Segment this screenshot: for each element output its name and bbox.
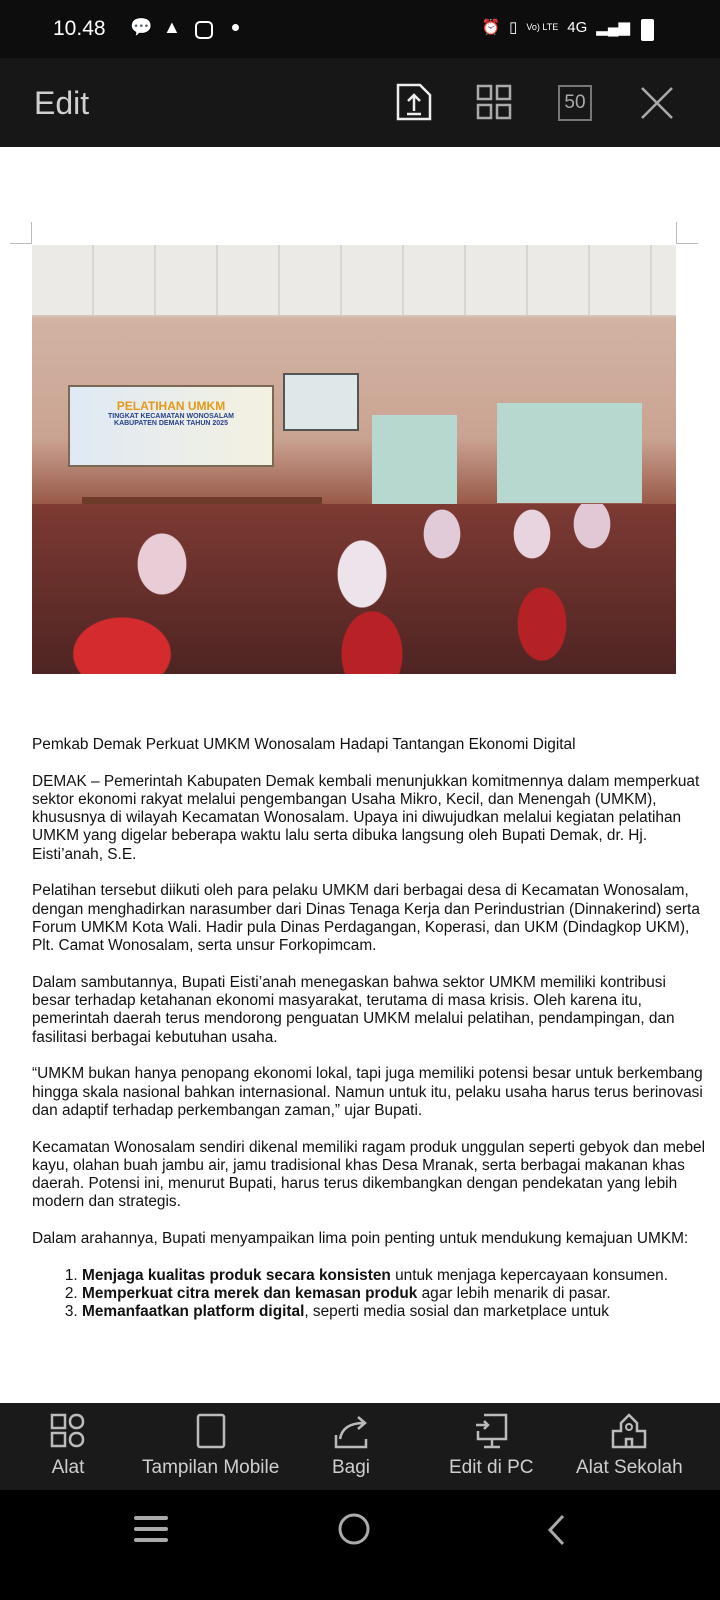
crop-mark	[10, 222, 32, 244]
mobile-view-label: Tampilan Mobile	[142, 1457, 280, 1478]
tools-button[interactable]	[50, 1413, 86, 1479]
app-bar	[0, 58, 720, 147]
vibrate-icon: ▯	[509, 19, 518, 36]
close-icon[interactable]	[640, 86, 674, 120]
page-title[interactable]: Edit	[34, 85, 90, 121]
message-icon: 💬	[130, 17, 153, 37]
list-item	[82, 1303, 708, 1321]
photo-banner	[68, 385, 274, 467]
edit-on-pc-button[interactable]	[449, 1413, 533, 1479]
system-nav-bar	[0, 1490, 720, 1600]
monitor-icon	[472, 1413, 510, 1449]
paragraph: “UMKM bukan hanya penopang ekonomi lokal, tapi juga memiliki potensi besar untuk berkembang hingga skala nasional bahkan internasional. Namun untuk itu, pelaku usaha harus terus berinovasi dan adaptif terhadap perkembangan zaman,” ujar Bupati.	[32, 1065, 703, 1119]
article-photo[interactable]	[32, 245, 676, 674]
page-zoom-button[interactable]: 50	[558, 85, 592, 121]
list-item	[82, 1285, 708, 1303]
paragraph: Kecamatan Wonosalam sendiri dikenal memiliki ragam produk unggulan seperti gebyok dan mebel kayu, olahan buah jambu air, jamu tradisional khas Desa Mranak, serta berbagai makanan khas daerah. Potensi ini, menurut Bupati, harus terus dikembangkan dengan pendekatan yang lebih modern dan strategis.	[32, 1138, 705, 1211]
list-item-text: agar lebih menarik di pasar.	[417, 1284, 611, 1302]
list-item-bold: Memperkuat citra merek dan kemasan produk	[82, 1284, 418, 1302]
volte-icon: Vo) LTE	[526, 21, 559, 32]
grid-view-icon[interactable]	[476, 83, 512, 121]
photo-audience	[32, 504, 676, 674]
signal-icon: ▂▄▆	[596, 19, 630, 36]
dot-icon	[232, 24, 239, 31]
list-item-text: , seperti media sosial dan marketplace untuk	[304, 1303, 609, 1321]
list-item-bold: Memanfaatkan platform digital	[82, 1303, 305, 1321]
tools-icon	[50, 1413, 86, 1449]
banner-line: KABUPATEN DEMAK TAHUN 2025	[114, 420, 228, 427]
share-label: Bagi	[332, 1457, 371, 1478]
mobile-view-button[interactable]	[142, 1413, 279, 1479]
banner-title: PELATIHAN UMKM	[116, 399, 226, 413]
back-icon[interactable]	[545, 1513, 567, 1547]
status-bar	[0, 0, 720, 58]
photo-window	[497, 403, 642, 503]
points-list	[82, 1267, 708, 1322]
article	[32, 736, 708, 1322]
export-file-icon[interactable]	[396, 83, 432, 121]
photo-window	[372, 415, 457, 515]
dateline: DEMAK	[32, 772, 87, 790]
alarm-icon: ⏰	[481, 19, 501, 36]
photo-ceiling	[32, 245, 676, 315]
list-item	[82, 1267, 708, 1285]
bottom-toolbar	[0, 1403, 720, 1490]
crop-mark	[676, 222, 698, 244]
banner-line: TINGKAT KECAMATAN WONOSALAM	[108, 413, 234, 420]
mobile-view-icon	[196, 1413, 226, 1449]
share-icon	[332, 1413, 370, 1449]
paragraph: Pelatihan tersebut diikuti oleh para pelaku UMKM dari berbagai desa di Kecamatan Wonosalam, dengan menghadirkan narasumber dari Dinas Tenaga Kerja dan Perindustrian (Dinnakerind) serta Forum UMKM Kota Wali. Hadir pula Dinas Perdagangan, Koperasi, dan UKM (Dindagkop UKM), Plt. Camat Wonosalam, serta unsur Forkopimcam.	[32, 882, 700, 955]
document-page[interactable]	[0, 147, 720, 1403]
school-icon	[610, 1413, 648, 1449]
article-title: Pemkab Demak Perkuat UMKM Wonosalam Hadapi Tantangan Ekonomi Digital	[32, 736, 576, 753]
home-icon[interactable]	[337, 1512, 371, 1546]
paragraph: Dalam sambutannya, Bupati Eisti’anah menegaskan bahwa sektor UMKM memiliki kontribusi besar terhadap ketahanan ekonomi masyarakat, terutama di masa krisis. Oleh karena itu, pemerintah daerah terus mendorong penguatan UMKM melalui pelatihan, pendampingan, dan fasilitasi berbagai kebutuhan usaha.	[32, 973, 675, 1046]
school-tools-label: Alat Sekolah	[576, 1457, 683, 1478]
paragraph	[32, 773, 708, 864]
tools-label: Alat	[51, 1457, 85, 1478]
clock: 10.48	[53, 17, 106, 40]
paragraph-text: – Pemerintah Kabupaten Demak kembali menunjukkan komitmennya dalam memperkuat sektor ekonomi rakyat melalui pengembangan Usaha Mikro, Kecil, dan Menengah (UMKM), khususnya di wilayah Kecamatan Wonosalam. Upaya ini diwujudkan melalui kegiatan pelatihan UMKM yang digelar beberapa waktu lalu serta dibuka langsung oleh Bupati Demak, dr. Hj. Eisti’anah, S.E.	[32, 772, 700, 863]
warning-icon: ▲	[163, 17, 181, 37]
paragraph: Dalam arahannya, Bupati menyampaikan lima poin penting untuk mendukung kemajuan UMKM:	[32, 1230, 689, 1248]
share-button[interactable]	[332, 1413, 370, 1479]
edit-on-pc-label: Edit di PC	[449, 1457, 534, 1478]
list-item-bold: Menjaga kualitas produk secara konsisten	[82, 1266, 391, 1284]
school-tools-button[interactable]	[576, 1413, 683, 1479]
list-item-text: untuk menjaga kepercayaan konsumen.	[390, 1266, 669, 1284]
battery-icon	[641, 19, 654, 41]
instagram-icon	[195, 21, 213, 39]
recent-apps-icon[interactable]	[134, 1514, 168, 1544]
photo-screen	[283, 373, 359, 431]
network-type: 4G	[567, 18, 588, 36]
